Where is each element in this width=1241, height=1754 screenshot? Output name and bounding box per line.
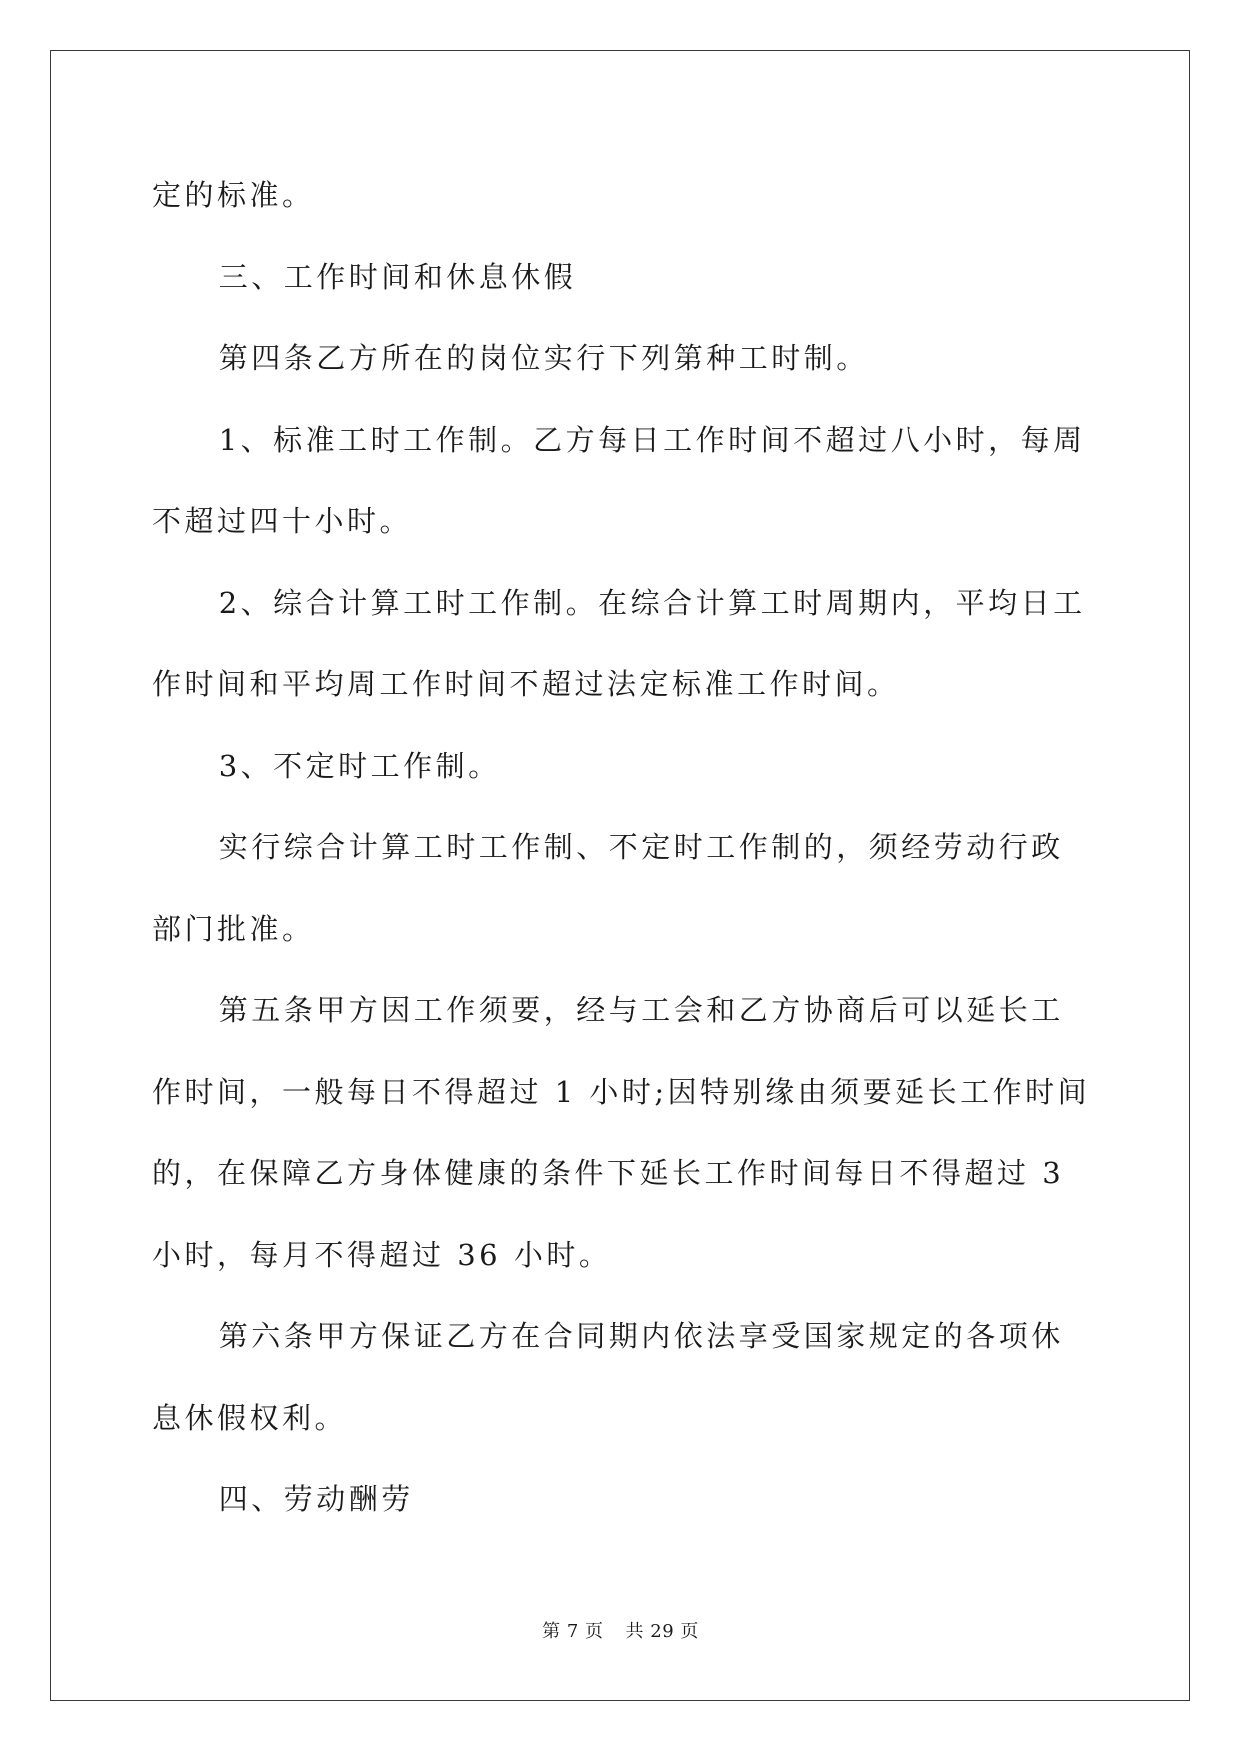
paragraph: 实行综合计算工时工作制、不定时工作制的，须经劳动行政部门批准。 <box>152 830 1064 946</box>
section-heading: 三、工作时间和休息休假 <box>218 259 577 294</box>
paragraph: 第四条乙方所在的岗位实行下列第种工时制。 <box>218 341 869 375</box>
page-number: 第 7 页 <box>542 1621 604 1642</box>
paragraph: 1、标准工时工作制。乙方每日工作时间不超过八小时，每周不超过四十小时。 <box>152 422 1086 538</box>
document-body <box>152 155 1092 1541</box>
paragraph: 第五条甲方因工作须要，经与工会和乙方协商后可以延长工作时间，一般每日不得超过 1 小时;因特别缘由须要延长工作时间的，在保障乙方身体健康的条件下延长工作时间每日不得超过 3 小时，每月不得超过 36 小时。 <box>152 993 1091 1272</box>
paragraph: 3、不定时工作制。 <box>218 748 501 783</box>
page-footer <box>0 1617 1241 1643</box>
section-heading: 四、劳动酬劳 <box>218 1482 414 1516</box>
paragraph: 第六条甲方保证乙方在合同期内依法享受国家规定的各项休息休假权利。 <box>152 1319 1064 1435</box>
paragraph: 2、综合计算工时工作制。在综合计算工时周期内，平均日工作时间和平均周工作时间不超过法定标准工作时间。 <box>152 585 1086 701</box>
paragraph: 定的标准。 <box>152 178 315 212</box>
page-total: 共 29 页 <box>625 1621 699 1642</box>
